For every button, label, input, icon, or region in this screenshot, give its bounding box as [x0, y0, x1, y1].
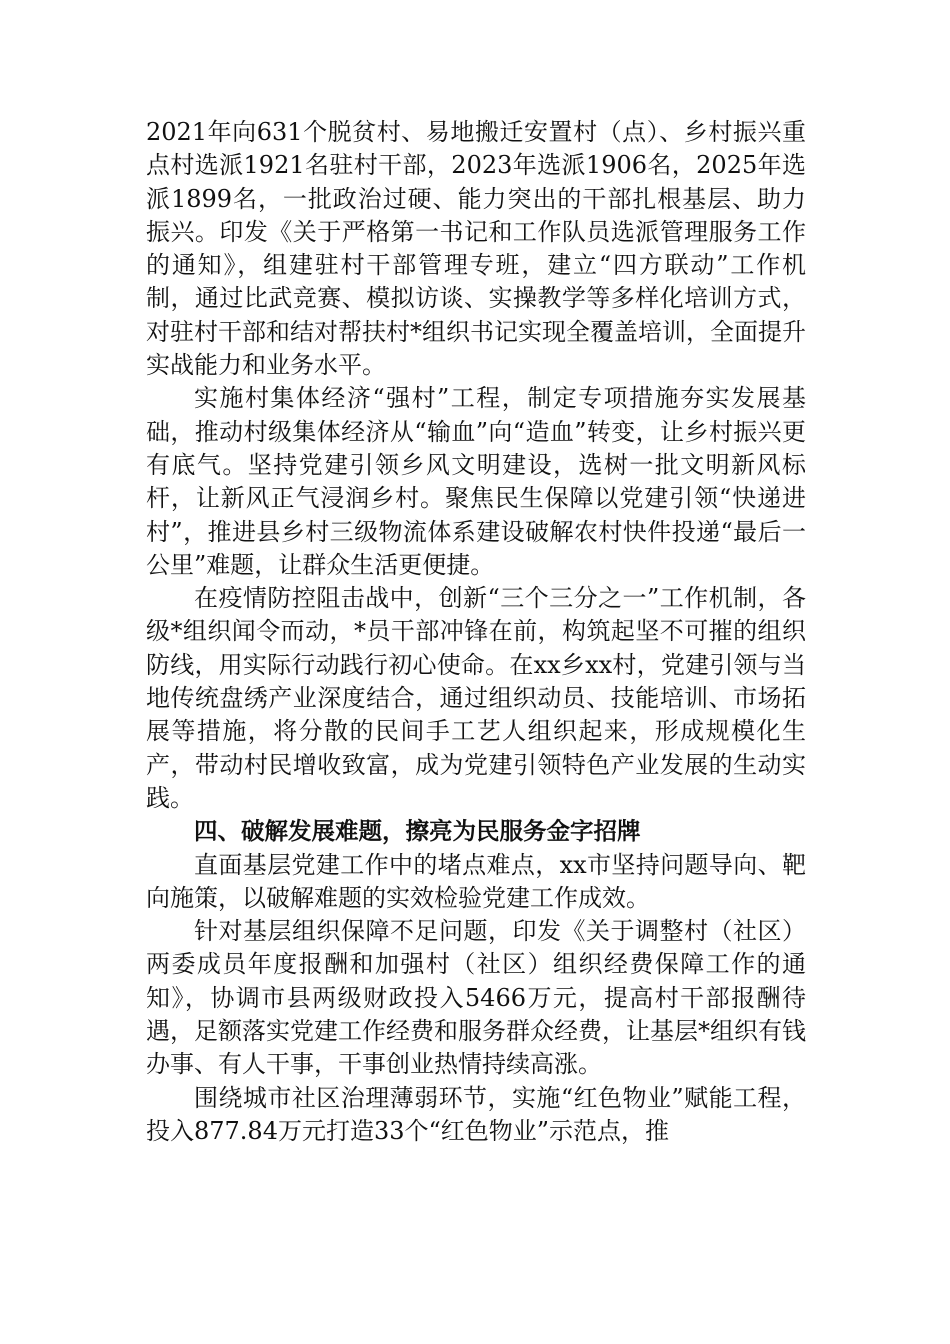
paragraph-5: 针对基层组织保障不足问题，印发《关于调整村（社区）两委成员年度报酬和加强村（社区）组织经费保障工作的通知》，协调市县两级财政投入5466万元，提高村干部报酬待遇，足额落实党建工作经费和服务群众经费，让基层*组织有钱办事、有人干事，干事创业热情持续高涨。	[146, 917, 806, 1079]
paragraph-2: 实施村集体经济“强村”工程，制定专项措施夯实发展基础，推动村级集体经济从“输血”向“造血”转变，让乡村振兴更有底气。坚持党建引领乡风文明建设，选树一批文明新风标杆，让新风正气浸润乡村。聚焦民生保障以党建引领“快递进村”，推进县乡村三级物流体系建设破解农村快件投递“最后一公里”难题，让群众生活更便捷。	[146, 384, 806, 579]
section-heading: 四、破解发展难题，擦亮为民服务金字招牌	[194, 817, 641, 846]
paragraph-6: 围绕城市社区治理薄弱环节，实施“红色物业”赋能工程，投入877.84万元打造33个“红色物业”示范点，推	[146, 1083, 806, 1145]
paragraph-1: 2021年向631个脱贫村、易地搬迁安置村（点）、乡村振兴重点村选派1921名驻村干部，2023年选派1906名，2025年选派1899名，一批政治过硬、能力突出的干部扎根基层、助力振兴。印发《关于严格第一书记和工作队员选派管理服务工作的通知》，组建驻村干部管理专班，建立“四方联动”工作机制，通过比武竞赛、模拟访谈、实操教学等多样化培训方式，对驻村干部和结对帮扶村*组织书记实现全覆盖培训，全面提升实战能力和业务水平。	[146, 118, 806, 380]
paragraph-3: 在疫情防控阻击战中，创新“三个三分之一”工作机制，各级*组织闻令而动，*员干部冲锋在前，构筑起坚不可摧的组织防线，用实际行动践行初心使命。在xx乡xx村，党建引领与当地传统盘绣产业深度结合，通过组织动员、技能培训、市场拓展等措施，将分散的民间手工艺人组织起来，形成规模化生产，带动村民增收致富，成为党建引领特色产业发展的生动实践。	[146, 584, 806, 812]
paragraph-4: 直面基层党建工作中的堵点难点，xx市坚持问题导向、靶向施策，以破解难题的实效检验党建工作成效。	[146, 850, 806, 912]
document-body	[146, 116, 806, 1148]
